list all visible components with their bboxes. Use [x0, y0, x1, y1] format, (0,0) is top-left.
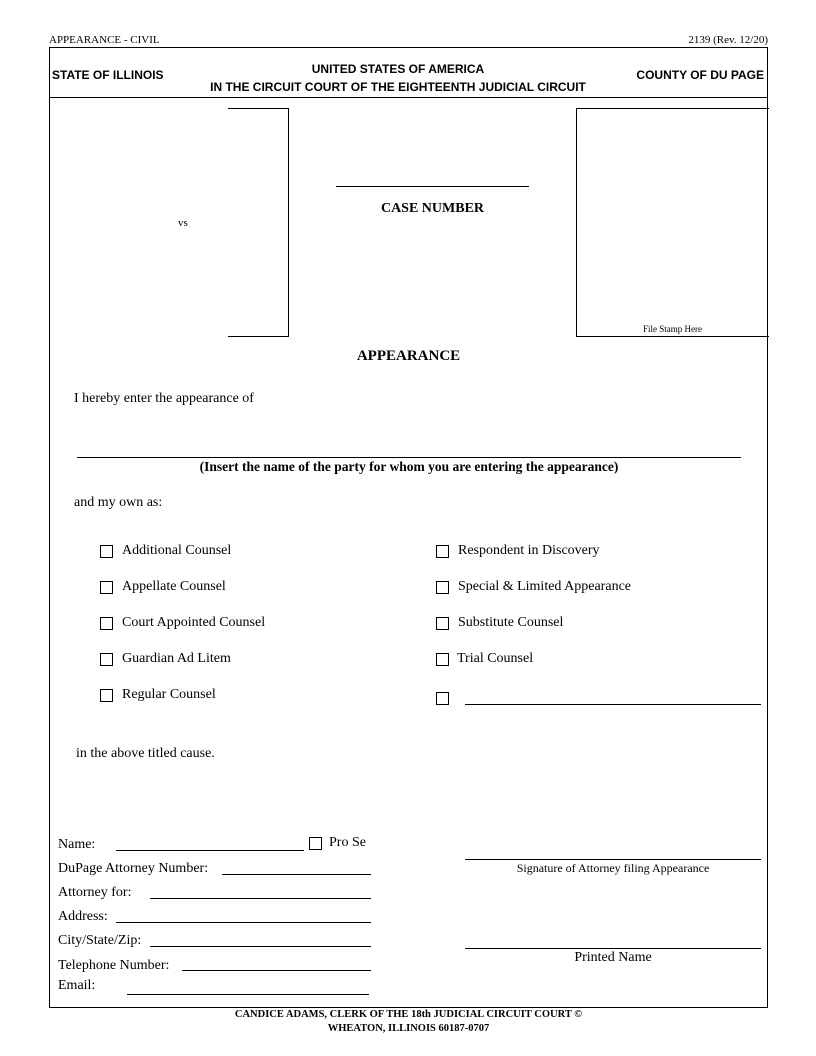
- option-label: Additional Counsel: [122, 543, 232, 558]
- option-label: Appellate Counsel: [122, 579, 226, 594]
- attorney-for-field[interactable]: [150, 898, 371, 899]
- signature-line[interactable]: [465, 859, 761, 860]
- header-divider: [49, 97, 768, 98]
- city-field[interactable]: [150, 946, 371, 947]
- other-specify-line[interactable]: [465, 704, 761, 705]
- page-title: APPEARANCE: [356, 348, 461, 364]
- option-label: Regular Counsel: [122, 687, 216, 702]
- footer-clerk: CANDICE ADAMS, CLERK OF THE 18th JUDICIAL CIRCUIT COURT ©: [234, 1009, 583, 1020]
- printed-name-label: Printed Name: [574, 950, 652, 965]
- option-label: Court Appointed Counsel: [122, 615, 266, 630]
- dupage-number-label: DuPage Attorney Number:: [58, 861, 209, 876]
- option-label: Trial Counsel: [457, 651, 534, 666]
- intro-text: I hereby enter the appearance of: [74, 391, 254, 406]
- checkbox-other[interactable]: [436, 692, 449, 705]
- email-field[interactable]: [127, 994, 369, 995]
- telephone-label: Telephone Number:: [58, 958, 170, 973]
- checkbox-regular-counsel[interactable]: [100, 689, 113, 702]
- party-instruction: (Insert the name of the party for whom you are entering the appearance): [199, 459, 619, 474]
- form-name: APPEARANCE - CIVIL: [49, 34, 160, 46]
- file-stamp-box: [576, 108, 769, 337]
- party-caption-box: [228, 108, 289, 337]
- party-name-line[interactable]: [77, 457, 741, 458]
- signature-label: Signature of Attorney filing Appearance: [516, 861, 710, 875]
- checkbox-pro-se[interactable]: [309, 837, 322, 850]
- form-number: 2139 (Rev. 12/20): [688, 34, 768, 46]
- court-label: IN THE CIRCUIT COURT OF THE EIGHTEENTH JUDICIAL CIRCUIT: [210, 80, 586, 94]
- closing-text: in the above titled cause.: [76, 746, 215, 761]
- option-label: Respondent in Discovery: [458, 543, 600, 558]
- address-label: Address:: [58, 909, 108, 924]
- city-label: City/State/Zip:: [58, 933, 142, 948]
- checkbox-substitute-counsel[interactable]: [436, 617, 449, 630]
- footer-address: WHEATON, ILLINOIS 60187-0707: [327, 1023, 490, 1034]
- vs-label: vs: [178, 217, 188, 229]
- county-label: COUNTY OF DU PAGE: [636, 68, 764, 82]
- attorney-for-label: Attorney for:: [58, 885, 132, 900]
- checkbox-court-appointed-counsel[interactable]: [100, 617, 113, 630]
- address-field[interactable]: [116, 922, 371, 923]
- state-label: STATE OF ILLINOIS: [52, 68, 164, 82]
- dupage-number-field[interactable]: [222, 874, 371, 875]
- checkbox-appellate-counsel[interactable]: [100, 581, 113, 594]
- name-field[interactable]: [116, 850, 304, 851]
- file-stamp-label: File Stamp Here: [643, 324, 702, 334]
- own-as-text: and my own as:: [74, 495, 163, 510]
- case-number-label: CASE NUMBER: [380, 201, 485, 216]
- option-label: Guardian Ad Litem: [122, 651, 231, 666]
- checkbox-special-limited-appearance[interactable]: [436, 581, 449, 594]
- checkbox-guardian-ad-litem[interactable]: [100, 653, 113, 666]
- name-label: Name:: [58, 837, 96, 852]
- telephone-field[interactable]: [182, 970, 371, 971]
- checkbox-trial-counsel[interactable]: [436, 653, 449, 666]
- option-label: Special & Limited Appearance: [458, 579, 631, 594]
- checkbox-additional-counsel[interactable]: [100, 545, 113, 558]
- pro-se-label: Pro Se: [329, 835, 366, 850]
- email-label: Email:: [58, 978, 96, 993]
- checkbox-respondent-in-discovery[interactable]: [436, 545, 449, 558]
- printed-name-line[interactable]: [465, 948, 761, 949]
- option-label: Substitute Counsel: [458, 615, 564, 630]
- country-label: UNITED STATES OF AMERICA: [311, 62, 485, 76]
- case-number-line[interactable]: [336, 186, 529, 187]
